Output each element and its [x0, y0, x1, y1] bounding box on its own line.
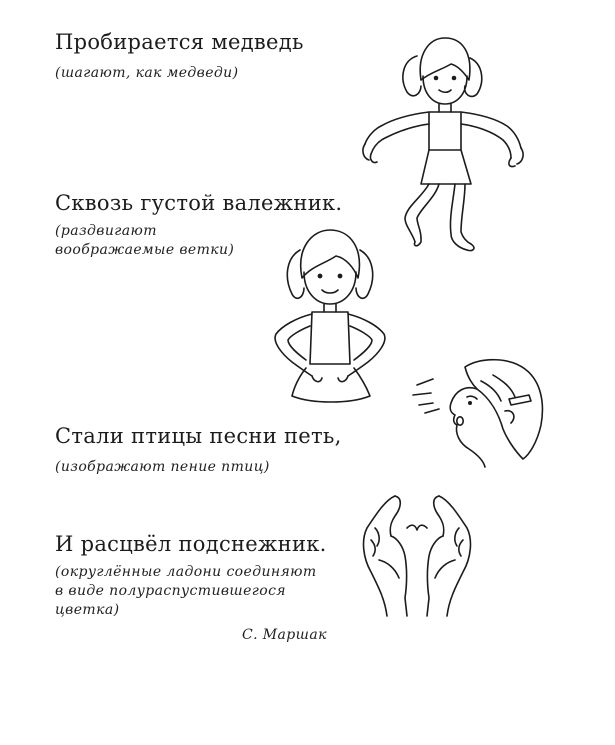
- author-signature: С. Маршак: [242, 627, 327, 643]
- stage-direction-1: (шагают, как медведи): [55, 65, 239, 81]
- stage-direction-2-line-1: (раздвигают: [55, 223, 157, 239]
- child-face-singing-drawing: [405, 355, 555, 470]
- stage-direction-4-line-1: (округлённые ладони соединяют: [55, 564, 317, 580]
- stage-direction-4: [55, 563, 317, 620]
- verse-line-1: Пробирается медведь: [55, 30, 304, 54]
- stage-direction-2: [55, 222, 234, 260]
- verse-line-2: Сквозь густой валежник.: [55, 191, 343, 215]
- cupped-hands-flower-drawing: [355, 488, 480, 618]
- verse-line-4: И расцвёл подснежник.: [55, 532, 327, 556]
- verse-line-3: Стали птицы песни петь,: [55, 424, 342, 448]
- stage-direction-3: (изображают пение птиц): [55, 459, 270, 475]
- stage-direction-4-line-3: цветка): [55, 602, 120, 618]
- stage-direction-4-line-2: в виде полураспустившегося: [55, 583, 286, 599]
- girl-parting-branches-drawing: [262, 222, 397, 412]
- stage-direction-2-line-2: воображаемые ветки): [55, 242, 235, 258]
